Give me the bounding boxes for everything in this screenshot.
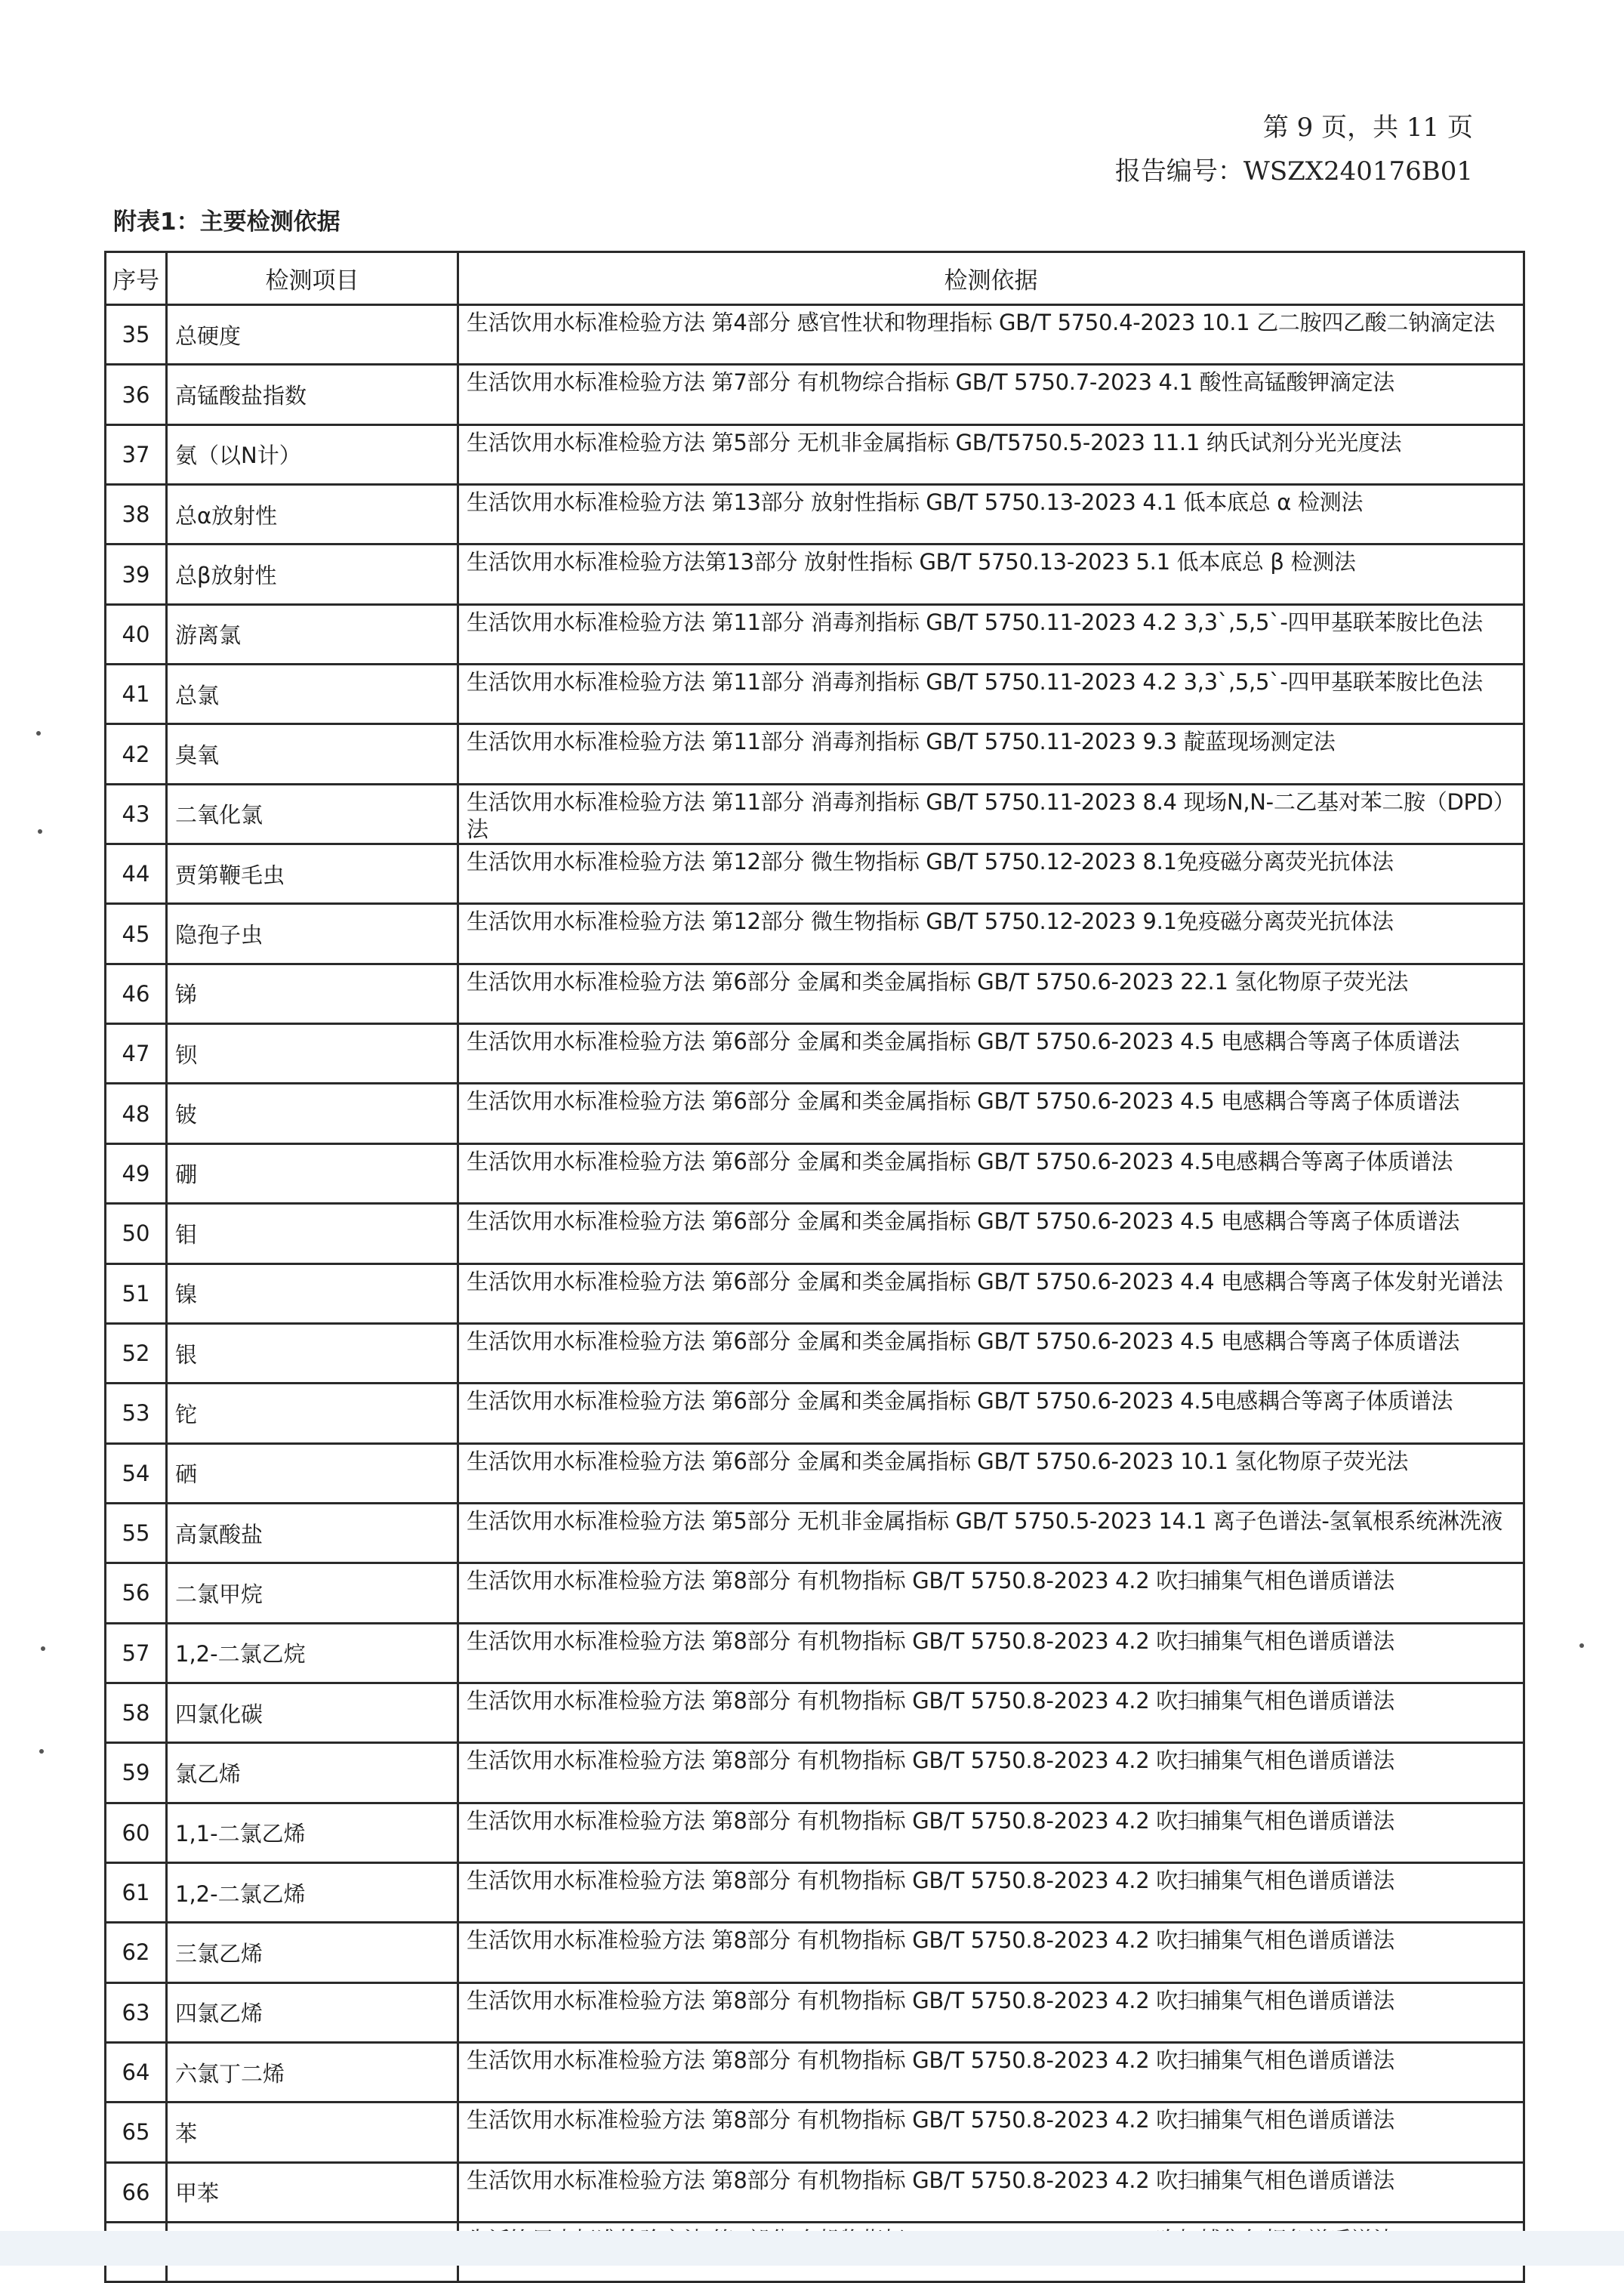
row-number-cell: 57 [106,1623,167,1683]
row-number-cell: 38 [106,485,167,545]
test-item-cell: 高氯酸盐 [167,1503,458,1563]
test-basis-cell: 生活饮用水标准检验方法 第6部分 金属和类金属指标 GB/T 5750.6-2023 4.5 电感耦合等离子体质谱法 [458,1204,1524,1263]
row-number-cell: 63 [106,1982,167,2042]
test-basis-cell: 生活饮用水标准检验方法 第6部分 金属和类金属指标 GB/T 5750.6-2023 4.5 电感耦合等离子体质谱法 [458,1084,1524,1143]
row-number-cell: 59 [106,1743,167,1803]
test-basis-cell: 生活饮用水标准检验方法 第8部分 有机物指标 GB/T 5750.8-2023 4.2 吹扫捕集气相色谱质谱法 [458,1923,1524,1982]
test-item-cell: 氨（以N计） [167,424,458,484]
test-item-cell: 高锰酸盐指数 [167,365,458,424]
scan-edge-strip [0,2231,1624,2266]
row-number-cell: 52 [106,1323,167,1383]
table-row [106,545,1524,604]
test-item-cell: 1,1-二氯乙烯 [167,1803,458,1862]
table-row [106,1683,1524,1742]
table-row [106,1384,1524,1443]
test-basis-cell: 生活饮用水标准检验方法 第8部分 有机物指标 GB/T 5750.8-2023 4.2 吹扫捕集气相色谱质谱法 [458,2103,1524,2162]
test-basis-cell: 生活饮用水标准检验方法 第8部分 有机物指标 GB/T 5750.8-2023 4.2 吹扫捕集气相色谱质谱法 [458,1982,1524,2042]
test-basis-cell: 生活饮用水标准检验方法 第8部分 有机物指标 GB/T 5750.8-2023 4.2 吹扫捕集气相色谱质谱法 [458,1862,1524,1922]
column-header-no: 序号 [106,252,167,305]
table-row [106,1923,1524,1982]
scan-speck [41,1646,45,1651]
test-basis-cell: 生活饮用水标准检验方法 第12部分 微生物指标 GB/T 5750.12-2023 8.1免疫磁分离荧光抗体法 [458,844,1524,904]
test-basis-cell: 生活饮用水标准检验方法 第11部分 消毒剂指标 GB/T 5750.11-2023 8.4 现场N,N-二乙基对苯二胺（DPD）法 [458,784,1524,844]
test-basis-cell: 生活饮用水标准检验方法 第12部分 微生物指标 GB/T 5750.12-2023 9.1免疫磁分离荧光抗体法 [458,904,1524,964]
test-item-cell: 二氧化氯 [167,784,458,844]
test-item-cell: 银 [167,1323,458,1383]
test-item-cell: 氯乙烯 [167,1743,458,1803]
row-number-cell: 54 [106,1443,167,1503]
table-row [106,964,1524,1023]
row-number-cell: 62 [106,1923,167,1982]
test-basis-cell: 生活饮用水标准检验方法 第6部分 金属和类金属指标 GB/T 5750.6-2023 4.5电感耦合等离子体质谱法 [458,1143,1524,1203]
scan-speck [38,829,42,834]
table-body [106,305,1524,2282]
test-basis-cell: 生活饮用水标准检验方法第13部分 放射性指标 GB/T 5750.13-2023 5.1 低本底总 β 检测法 [458,545,1524,604]
table-row [106,1024,1524,1084]
appendix-title: 附表1：主要检测依据 [113,208,341,236]
test-basis-cell: 生活饮用水标准检验方法 第4部分 感官性状和物理指标 GB/T 5750.4-2023 10.1 乙二胺四乙酸二钠滴定法 [458,305,1524,365]
table-row [106,724,1524,784]
column-header-item: 检测项目 [167,252,458,305]
row-number-cell: 36 [106,365,167,424]
scan-speck [1579,1643,1584,1648]
column-header-basis: 检测依据 [458,252,1524,305]
row-number-cell: 53 [106,1384,167,1443]
table-row [106,1503,1524,1563]
test-item-cell: 锑 [167,964,458,1023]
test-basis-cell: 生活饮用水标准检验方法 第13部分 放射性指标 GB/T 5750.13-2023 4.1 低本底总 α 检测法 [458,485,1524,545]
table-row [106,305,1524,365]
test-item-cell: 苯 [167,2103,458,2162]
test-basis-cell: 生活饮用水标准检验方法 第5部分 无机非金属指标 GB/T5750.5-2023 11.1 纳氏试剂分光光度法 [458,424,1524,484]
table-row [106,1862,1524,1922]
test-item-cell: 总硬度 [167,305,458,365]
table-row [106,1443,1524,1503]
test-basis-cell: 生活饮用水标准检验方法 第8部分 有机物指标 GB/T 5750.8-2023 4.2 吹扫捕集气相色谱质谱法 [458,1803,1524,1862]
row-number-cell: 49 [106,1143,167,1203]
testing-basis-table [104,251,1525,2283]
test-basis-cell: 生活饮用水标准检验方法 第6部分 金属和类金属指标 GB/T 5750.6-2023 10.1 氢化物原子荧光法 [458,1443,1524,1503]
test-item-cell: 贾第鞭毛虫 [167,844,458,904]
test-basis-cell: 生活饮用水标准检验方法 第6部分 金属和类金属指标 GB/T 5750.6-2023 22.1 氢化物原子荧光法 [458,964,1524,1023]
table-row [106,604,1524,664]
row-number-cell: 61 [106,1862,167,1922]
test-item-cell: 总α放射性 [167,485,458,545]
row-number-cell: 48 [106,1084,167,1143]
row-number-cell: 41 [106,665,167,724]
scan-speck [36,731,41,736]
test-item-cell: 铊 [167,1384,458,1443]
test-item-cell: 四氯乙烯 [167,1982,458,2042]
table-row [106,485,1524,545]
test-item-cell: 二氯甲烷 [167,1563,458,1623]
report-number: 报告编号：WSZX240176B01 [1114,156,1473,187]
table-row [106,784,1524,844]
row-number-cell: 65 [106,2103,167,2162]
table-row [106,904,1524,964]
row-number-cell: 40 [106,604,167,664]
table-row [106,1084,1524,1143]
row-number-cell: 44 [106,844,167,904]
table-row [106,1803,1524,1862]
page-info: 第 9 页，共 11 页 [1262,113,1473,143]
test-basis-cell: 生活饮用水标准检验方法 第11部分 消毒剂指标 GB/T 5750.11-2023 4.2 3,3`,5,5`-四甲基联苯胺比色法 [458,665,1524,724]
table-row [106,2042,1524,2102]
test-basis-cell: 生活饮用水标准检验方法 第5部分 无机非金属指标 GB/T 5750.5-2023 14.1 离子色谱法-氢氧根系统淋洗液 [458,1503,1524,1563]
table-row [106,1982,1524,2042]
test-item-cell: 镍 [167,1263,458,1323]
test-item-cell: 四氯化碳 [167,1683,458,1742]
row-number-cell: 47 [106,1024,167,1084]
test-item-cell: 六氯丁二烯 [167,2042,458,2102]
test-item-cell: 游离氯 [167,604,458,664]
test-basis-cell: 生活饮用水标准检验方法 第6部分 金属和类金属指标 GB/T 5750.6-2023 4.5 电感耦合等离子体质谱法 [458,1024,1524,1084]
table-row [106,1623,1524,1683]
table-row [106,2103,1524,2162]
test-basis-cell: 生活饮用水标准检验方法 第8部分 有机物指标 GB/T 5750.8-2023 4.2 吹扫捕集气相色谱质谱法 [458,2042,1524,2102]
row-number-cell: 35 [106,305,167,365]
test-item-cell: 铍 [167,1084,458,1143]
test-item-cell: 1,2-二氯乙烷 [167,1623,458,1683]
table-row [106,665,1524,724]
row-number-cell: 37 [106,424,167,484]
row-number-cell: 42 [106,724,167,784]
row-number-cell: 46 [106,964,167,1023]
row-number-cell: 66 [106,2162,167,2222]
test-item-cell: 总氯 [167,665,458,724]
table-row [106,424,1524,484]
table-header-row [106,252,1524,305]
row-number-cell: 58 [106,1683,167,1742]
test-basis-cell: 生活饮用水标准检验方法 第8部分 有机物指标 GB/T 5750.8-2023 4.2 吹扫捕集气相色谱质谱法 [458,1623,1524,1683]
table-row [106,1143,1524,1203]
row-number-cell: 45 [106,904,167,964]
row-number-cell: 43 [106,784,167,844]
test-basis-cell: 生活饮用水标准检验方法 第11部分 消毒剂指标 GB/T 5750.11-2023 9.3 靛蓝现场测定法 [458,724,1524,784]
row-number-cell: 51 [106,1263,167,1323]
test-basis-cell: 生活饮用水标准检验方法 第8部分 有机物指标 GB/T 5750.8-2023 4.2 吹扫捕集气相色谱质谱法 [458,1743,1524,1803]
test-basis-cell: 生活饮用水标准检验方法 第6部分 金属和类金属指标 GB/T 5750.6-2023 4.5 电感耦合等离子体质谱法 [458,1323,1524,1383]
test-basis-cell: 生活饮用水标准检验方法 第8部分 有机物指标 GB/T 5750.8-2023 4.2 吹扫捕集气相色谱质谱法 [458,1683,1524,1742]
test-basis-cell: 生活饮用水标准检验方法 第8部分 有机物指标 GB/T 5750.8-2023 4.2 吹扫捕集气相色谱质谱法 [458,2162,1524,2222]
page-header [1115,106,1473,193]
test-item-cell: 总β放射性 [167,545,458,604]
test-item-cell: 隐孢子虫 [167,904,458,964]
table-row [106,2162,1524,2222]
test-item-cell: 钼 [167,1204,458,1263]
test-basis-cell: 生活饮用水标准检验方法 第7部分 有机物综合指标 GB/T 5750.7-2023 4.1 酸性高锰酸钾滴定法 [458,365,1524,424]
test-item-cell: 1,2-二氯乙烯 [167,1862,458,1922]
test-item-cell: 硒 [167,1443,458,1503]
test-item-cell: 三氯乙烯 [167,1923,458,1982]
row-number-cell: 64 [106,2042,167,2102]
table-row [106,1204,1524,1263]
test-item-cell: 硼 [167,1143,458,1203]
test-basis-cell: 生活饮用水标准检验方法 第11部分 消毒剂指标 GB/T 5750.11-2023 4.2 3,3`,5,5`-四甲基联苯胺比色法 [458,604,1524,664]
table-row [106,1263,1524,1323]
test-item-cell: 甲苯 [167,2162,458,2222]
table-row [106,1323,1524,1383]
table-row [106,844,1524,904]
table-row [106,365,1524,424]
table-row [106,1743,1524,1803]
row-number-cell: 55 [106,1503,167,1563]
table-row [106,1563,1524,1623]
test-basis-cell: 生活饮用水标准检验方法 第8部分 有机物指标 GB/T 5750.8-2023 4.2 吹扫捕集气相色谱质谱法 [458,1563,1524,1623]
test-basis-cell: 生活饮用水标准检验方法 第6部分 金属和类金属指标 GB/T 5750.6-2023 4.4 电感耦合等离子体发射光谱法 [458,1263,1524,1323]
row-number-cell: 56 [106,1563,167,1623]
test-basis-cell: 生活饮用水标准检验方法 第6部分 金属和类金属指标 GB/T 5750.6-2023 4.5电感耦合等离子体质谱法 [458,1384,1524,1443]
test-item-cell: 臭氧 [167,724,458,784]
scan-speck [39,1749,44,1754]
row-number-cell: 39 [106,545,167,604]
test-item-cell: 钡 [167,1024,458,1084]
row-number-cell: 60 [106,1803,167,1862]
row-number-cell: 50 [106,1204,167,1263]
